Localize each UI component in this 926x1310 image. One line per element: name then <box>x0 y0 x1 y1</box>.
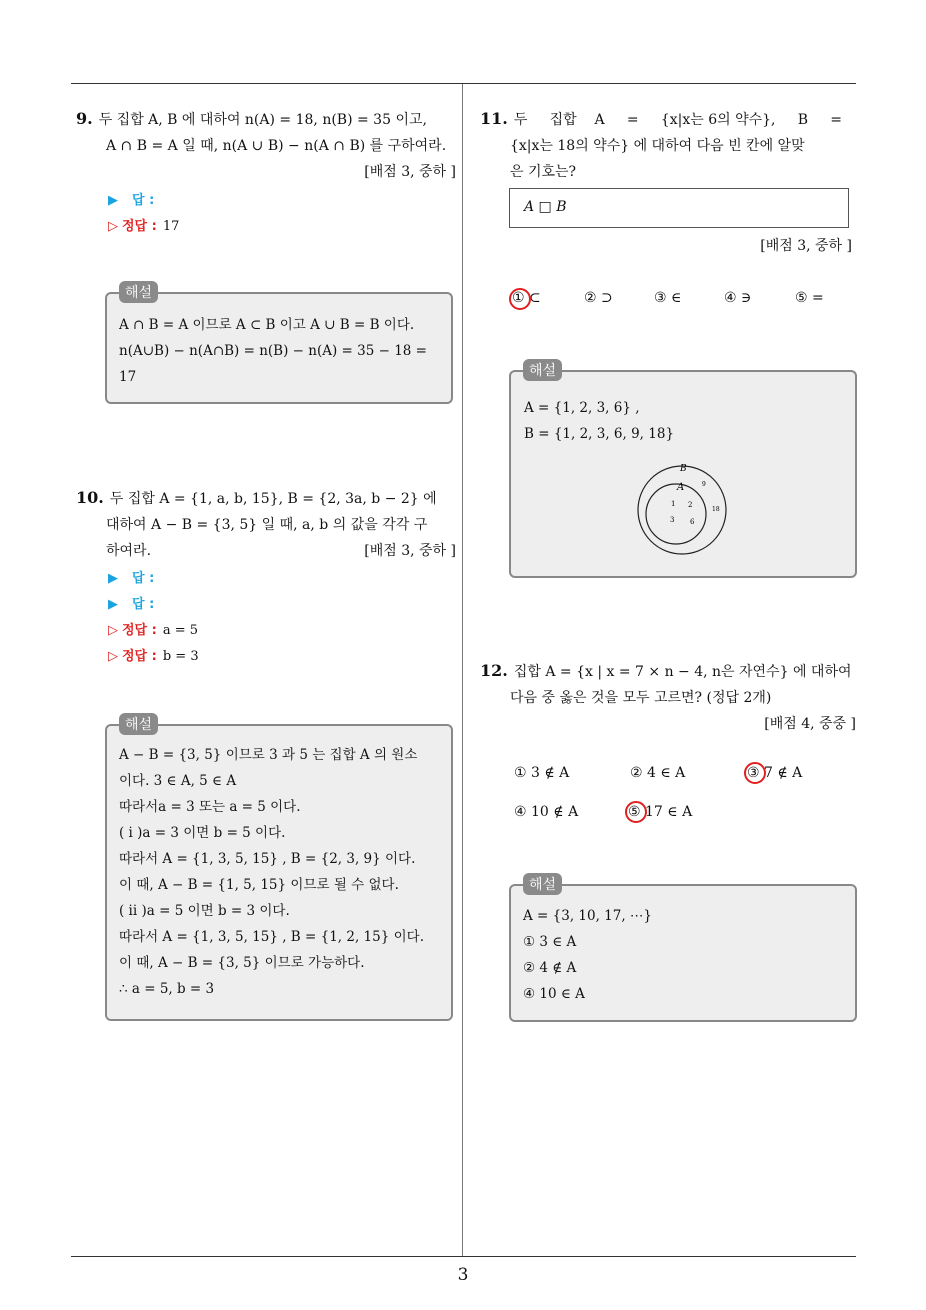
question-text: 두 집합 A = {1, a, b, 15}, B = {2, 3a, b − 2} 에 <box>109 491 437 507</box>
answer-label: 답 : <box>132 571 155 586</box>
blank-frame <box>509 188 849 228</box>
question-text: 은 기호는? <box>510 164 577 180</box>
answer-section <box>108 188 179 240</box>
explanation-text <box>523 903 652 1007</box>
explanation-line: ① 3 ∈ A <box>523 934 577 950</box>
explanation-tag: 해설 <box>523 359 562 381</box>
explanation-line: ( ii )a = 5 이면 b = 3 이다. <box>119 903 290 919</box>
explanation-line: 이 때, A − B = {3, 5} 이므로 가능하다. <box>119 955 365 971</box>
choice-2[interactable]: ② 4 ∈ A <box>630 765 686 781</box>
choice-1[interactable]: ① ⊂ <box>512 290 541 306</box>
question-10 <box>76 485 456 564</box>
explanation-line: 따라서 A = {1, 3, 5, 15} , B = {1, 2, 15} 이다. <box>119 929 424 945</box>
explanation-text <box>119 742 424 1002</box>
question-number: 9. <box>76 109 93 128</box>
question-meta: [배점 3, 중하 ] <box>364 164 456 180</box>
outline-arrow-icon: ▷ <box>108 649 118 664</box>
question-text: 대하여 A − B = {3, 5} 일 때, a, b 의 값을 각각 구 <box>106 517 428 533</box>
venn-inner-label: A <box>677 482 685 493</box>
explanation-text <box>119 312 427 390</box>
bottom-rule <box>71 1256 856 1257</box>
explanation-tag: 해설 <box>119 281 158 303</box>
choice-4[interactable]: ④ 10 ∉ A <box>514 804 579 820</box>
selected-mark <box>509 288 531 310</box>
question-text: 두 집합 A = {x|x는 6의 약수}, B = <box>513 112 843 128</box>
explanation-line: ∴ a = 5, b = 3 <box>119 981 215 997</box>
question-text: 다음 중 옳은 것을 모두 고르면? (정답 2개) <box>510 690 772 706</box>
question-text: {x|x는 18의 약수} 에 대하여 다음 빈 칸에 알맞 <box>510 138 805 154</box>
explanation-line: 이 때, A − B = {1, 5, 15} 이므로 될 수 없다. <box>119 877 399 893</box>
explanation-tag: 해설 <box>119 713 158 735</box>
explanation-line: 이다. 3 ∈ A, 5 ∈ A <box>119 773 237 789</box>
top-rule <box>71 83 856 84</box>
explanation-line: ② 4 ∉ A <box>523 960 577 976</box>
explanation-line: ④ 10 ∈ A <box>523 986 585 1002</box>
play-arrow-icon: ▶ <box>108 571 118 586</box>
correct-label: 정답 : <box>122 649 157 664</box>
play-arrow-icon: ▶ <box>108 597 118 612</box>
explanation-tag: 해설 <box>523 873 562 895</box>
explanation-text <box>524 395 674 447</box>
column-divider <box>462 84 463 1256</box>
choice-5[interactable]: ⑤ 17 ∈ A <box>628 804 693 820</box>
venn-elem: 9 <box>702 481 706 488</box>
page-number: 3 <box>457 1265 469 1285</box>
play-arrow-icon: ▶ <box>108 193 118 208</box>
choice-3[interactable]: ③ ∈ <box>654 290 682 306</box>
explanation-line: A = {1, 2, 3, 6} , <box>524 400 640 416</box>
question-text: A ∩ B = A 일 때, n(A ∪ B) − n(A ∩ B) 를 구하여라. <box>106 138 447 154</box>
question-text: 두 집합 A, B 에 대하여 n(A) = 18, n(B) = 35 이고, <box>98 112 427 128</box>
question-text: 하여라. <box>106 543 152 559</box>
question-number: 11. <box>480 109 508 128</box>
question-9 <box>76 106 456 185</box>
choice-1[interactable]: ① 3 ∉ A <box>514 765 570 781</box>
venn-elem: 18 <box>712 506 720 513</box>
answer-label: 답 : <box>132 597 155 612</box>
question-number: 12. <box>480 661 508 680</box>
explanation-line: n(A∪B) − n(A∩B) = n(B) − n(A) = 35 − 18 = <box>119 343 427 359</box>
correct-value: b = 3 <box>162 649 199 664</box>
explanation-line: 따라서 A = {1, 3, 5, 15} , B = {2, 3, 9} 이다. <box>119 851 416 867</box>
selected-mark <box>744 762 766 784</box>
venn-outer-label: B <box>680 464 687 474</box>
explanation-line: B = {1, 2, 3, 6, 9, 18} <box>524 426 675 442</box>
answer-section <box>108 566 199 670</box>
venn-elem: 2 <box>688 501 693 509</box>
correct-value: a = 5 <box>162 623 199 638</box>
choice-2[interactable]: ② ⊃ <box>584 290 613 306</box>
choice-5[interactable]: ⑤ = <box>795 290 824 306</box>
outline-arrow-icon: ▷ <box>108 623 118 638</box>
venn-elem: 6 <box>690 518 695 526</box>
selected-mark <box>625 801 647 823</box>
explanation-line: 17 <box>119 369 137 385</box>
answer-label: 답 : <box>132 193 155 208</box>
question-meta: [배점 4, 중중 ] <box>764 716 856 732</box>
question-meta: [배점 3, 중하 ] <box>364 543 456 559</box>
explanation-line: A = {3, 10, 17, ⋯} <box>523 908 653 924</box>
correct-label: 정답 : <box>122 623 157 638</box>
explanation-line: A − B = {3, 5} 이므로 3 과 5 는 집합 A 의 원소 <box>119 747 418 763</box>
question-12 <box>480 658 860 737</box>
frame-text: A □ B <box>524 199 567 215</box>
explanation-line: 따라서a = 3 또는 a = 5 이다. <box>119 799 301 815</box>
venn-elem: 3 <box>670 516 675 524</box>
question-meta: [배점 3, 중하 ] <box>760 238 852 254</box>
venn-diagram <box>630 458 734 562</box>
question-11 <box>480 106 860 185</box>
question-number: 10. <box>76 488 104 507</box>
question-text: 집합 A = {x | x = 7 × n − 4, n은 자연수} 에 대하여 <box>513 664 852 680</box>
explanation-line: ( i )a = 3 이면 b = 5 이다. <box>119 825 286 841</box>
correct-label: 정답 : <box>122 219 157 234</box>
explanation-line: A ∩ B = A 이므로 A ⊂ B 이고 A ∪ B = B 이다. <box>119 317 415 333</box>
correct-value: 17 <box>162 219 180 234</box>
outline-arrow-icon: ▷ <box>108 219 118 234</box>
venn-elem: 1 <box>671 500 676 508</box>
choice-4[interactable]: ④ ∋ <box>724 290 752 306</box>
choice-3[interactable]: ③ 7 ∉ A <box>747 765 803 781</box>
